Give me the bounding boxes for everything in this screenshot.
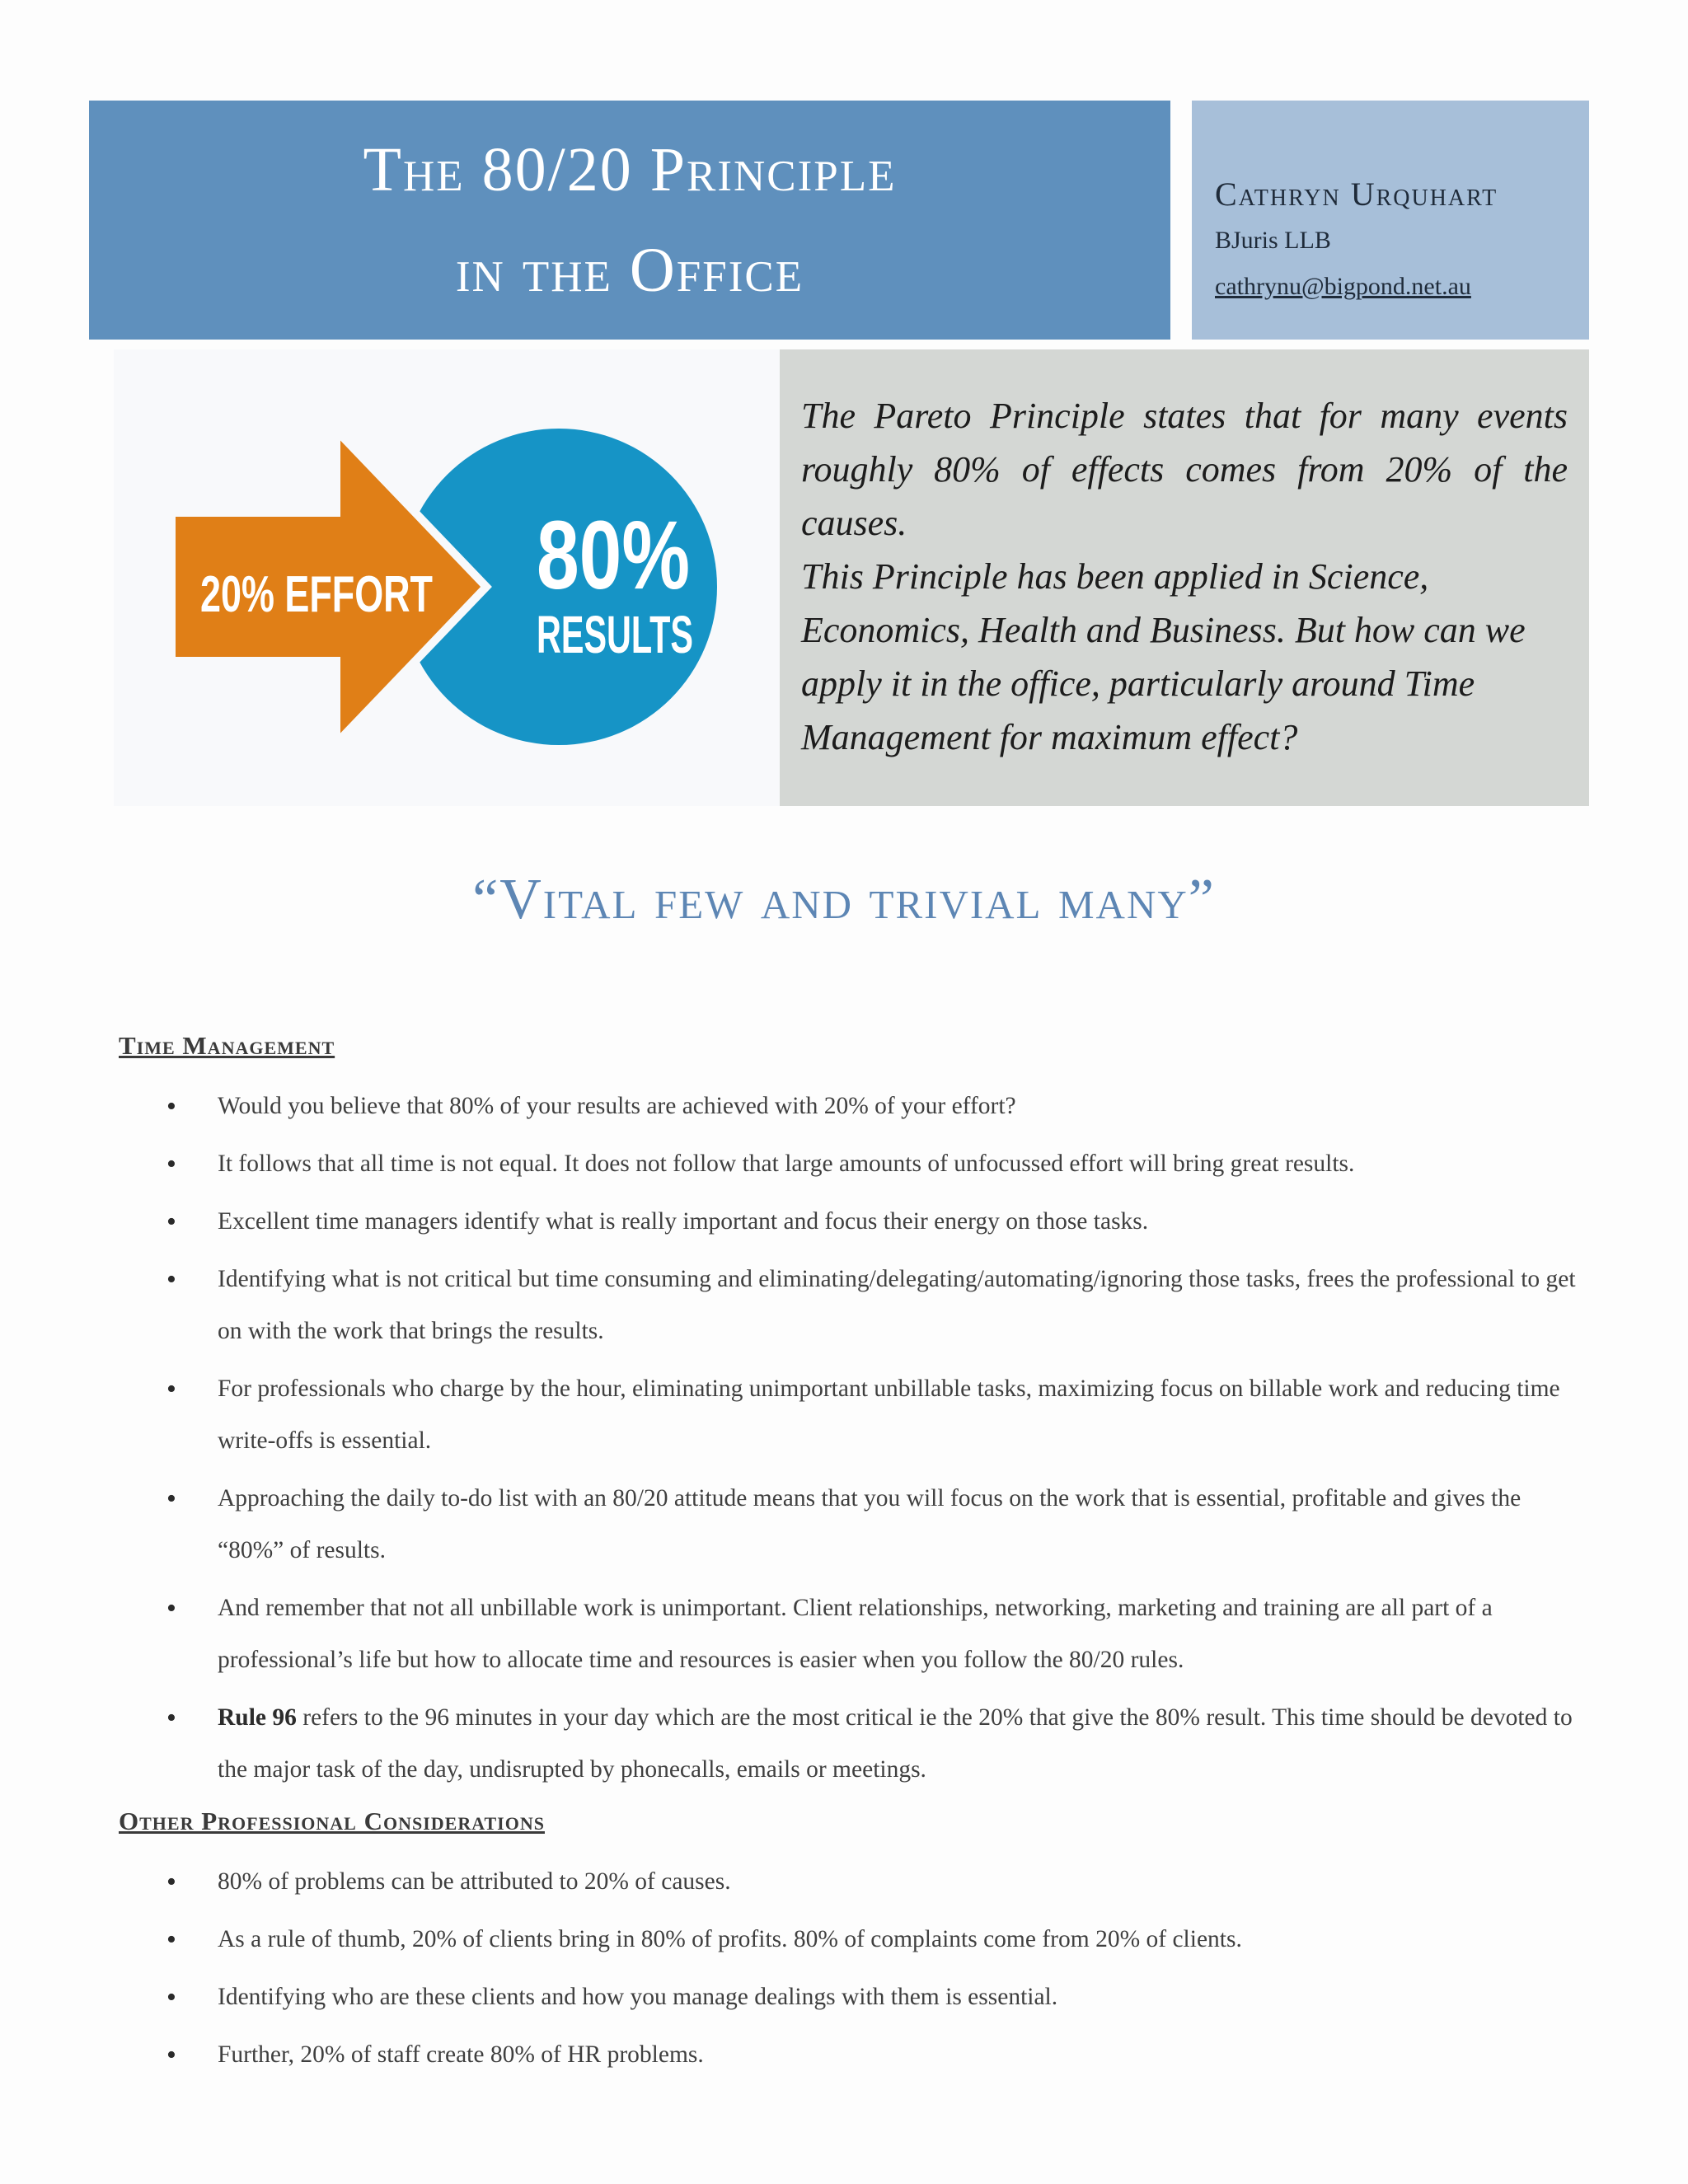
list-item: • For professionals who charge by the hour, eliminating unimportant unbillable tasks, maximizing focus on billable work and reducing time write-offs is essential. xyxy=(119,1363,1586,1467)
list-item: • As a rule of thumb, 20% of clients bring in 80% of profits. 80% of complaints come from 20% of clients. xyxy=(119,1914,1586,1966)
page-title-line2: in the Office xyxy=(455,236,804,305)
list-item: • And remember that not all unbillable work is unimportant. Client relationships, networking, marketing and training are all part of a professional’s life but how to allocate time and resources is easier when you follow the 80/20 rules. xyxy=(119,1582,1586,1686)
section-title-time-management: Time Management xyxy=(119,1031,335,1060)
author-credentials: BJuris LLB xyxy=(1215,227,1331,254)
other-considerations-list xyxy=(119,1856,1586,2087)
page-title-line1: The 80/20 Principle xyxy=(363,135,897,204)
title-banner xyxy=(89,101,1170,340)
list-item: • Would you believe that 80% of your results are achieved with 20% of your effort? xyxy=(119,1080,1586,1132)
section-title-other-considerations: Other Professional Considerations xyxy=(119,1807,545,1835)
list-item: • Identifying what is not critical but time consuming and eliminating/delegating/automating/ignoring those tasks, frees the professional to get on with the work that brings the results. xyxy=(119,1254,1586,1357)
list-item-rule-96 xyxy=(119,1692,1586,1796)
effort-results-illustration xyxy=(114,349,780,806)
list-item: • It follows that all time is not equal. It does not follow that large amounts of unfocussed effort will bring great results. xyxy=(119,1138,1586,1190)
list-item: • Further, 20% of staff create 80% of HR problems. xyxy=(119,2029,1586,2081)
circle-number: 80% xyxy=(537,501,690,610)
main-heading: “Vital few and trivial many” xyxy=(472,868,1216,931)
intro-paragraph-1: The Pareto Principle states that for many events roughly 80% of effects comes from 20% of the causes. xyxy=(801,396,1568,543)
author-panel xyxy=(1192,101,1589,340)
list-item: • Approaching the daily to-do list with an 80/20 attitude means that you will focus on the work that is essential, profitable and gives the “80%” of results. xyxy=(119,1473,1586,1577)
author-name: Cathryn Urquhart xyxy=(1215,176,1498,213)
intro-panel xyxy=(780,349,1589,806)
intro-paragraph-2: This Principle has been applied in Science, Economics, Health and Business. But how can we apply it in the office, particularly around Time Management for maximum effect? xyxy=(801,556,1526,757)
pareto-graphic xyxy=(114,349,780,806)
time-management-list xyxy=(119,1080,1586,1802)
arrow-label: 20% EFFORT xyxy=(200,566,434,623)
list-item: • Identifying who are these clients and how you manage dealings with them is essential. xyxy=(119,1971,1586,2023)
circle-word: RESULTS xyxy=(537,605,693,664)
list-item: • Excellent time managers identify what is really important and focus their energy on those tasks. xyxy=(119,1196,1586,1248)
list-item: • 80% of problems can be attributed to 20% of causes. xyxy=(119,1856,1586,1908)
author-email-link[interactable]: cathrynu@bigpond.net.au xyxy=(1215,273,1471,300)
rule-96-text: refers to the 96 minutes in your day which are the most critical ie the 20% that give the 80% result. This time should be devoted to the major task of the day, undisrupted by phonecalls, emails or meetings. xyxy=(218,1704,1573,1783)
rule-96-label: Rule 96 xyxy=(218,1704,297,1731)
